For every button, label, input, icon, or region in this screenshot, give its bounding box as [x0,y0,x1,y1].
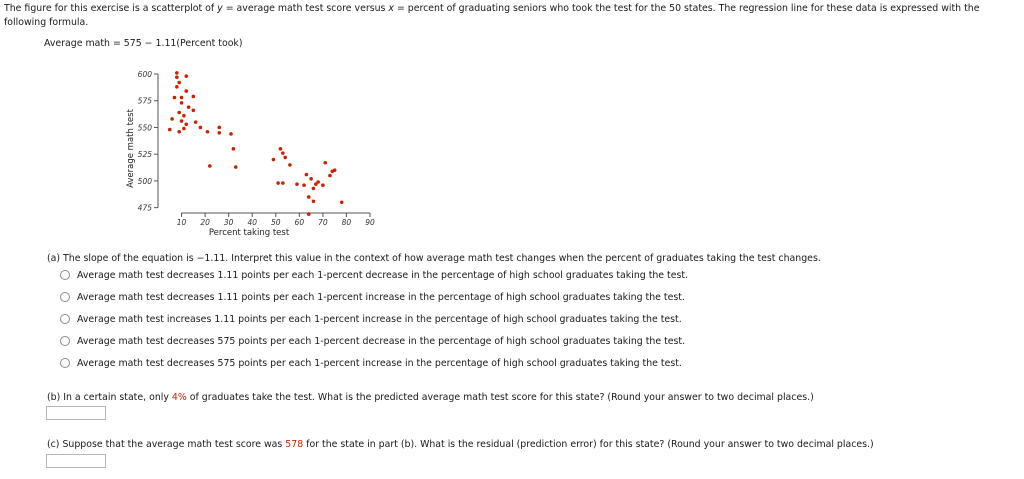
data-point [177,130,181,134]
data-point [170,117,174,121]
part-b-answer-input[interactable] [46,406,106,420]
data-point [182,114,186,118]
data-point [323,161,327,165]
data-point [206,130,210,134]
x-tick-label: 20 [200,218,210,227]
x-tick-label: 40 [247,218,257,227]
data-point [192,95,196,99]
y-tick-label: 550 [137,123,152,133]
option-2[interactable] [60,290,685,304]
x-tick-label: 30 [223,218,234,227]
option-2-radio[interactable] [60,292,70,302]
intro-part1: The figure for this exercise is a scatterplot of [4,3,218,14]
data-point [187,105,191,109]
data-point [234,165,238,169]
data-point [232,147,236,151]
x-tick-label: 10 [176,218,187,227]
option-2-label: Average math test decreases 1.11 points per each 1-percent increase in the percentage of high school graduates taking the test. [77,291,685,303]
y-variable: y [217,3,223,14]
option-3-label: Average math test increases 1.11 points per each 1-percent increase in the percentage of high school graduates taking the test. [77,313,682,325]
y-tick-label: 525 [137,150,152,160]
part-c-answer-input[interactable] [46,454,106,468]
data-point [182,127,186,131]
data-point [194,120,198,124]
x-tick-label: 50 [271,218,281,227]
part-b-text-1: (b) In a certain state, only [47,392,172,403]
x-tick-label: 90 [365,218,375,227]
data-point [168,128,172,132]
option-4-radio[interactable] [60,336,70,346]
data-point [175,75,179,79]
x-tick-label: 80 [341,218,352,227]
data-point [192,109,196,113]
part-c-question [47,439,874,450]
option-5-label: Average math test decreases 575 points per each 1-percent increase in the percentage of high school graduates taking the test. [77,357,682,369]
option-1[interactable] [60,268,688,282]
y-tick-label: 575 [137,96,152,106]
data-point [312,187,316,191]
data-point [217,131,221,135]
data-point [281,181,285,185]
part-b-question [47,392,814,403]
data-point [321,183,325,187]
data-point [199,126,203,130]
data-point [173,96,177,100]
data-point [175,71,179,75]
data-point [276,181,280,185]
data-point [180,119,184,123]
x-tick-label: 70 [318,218,328,227]
data-point [180,96,184,100]
part-b-text-2: of graduates take the test. What is the predicted average math test score for this state? (Round your answer to two decimal places.) [186,392,814,403]
data-point [328,174,332,178]
x-axis-label: Percent taking test [208,228,290,238]
data-point [305,173,309,177]
intro-text [4,2,1022,30]
data-point [340,201,344,205]
option-5[interactable] [60,356,682,370]
data-point [283,156,287,160]
data-point [279,147,283,151]
data-point [184,74,188,78]
option-1-radio[interactable] [60,270,70,280]
data-point [180,101,184,105]
data-point [333,168,337,172]
data-point [175,85,179,89]
data-point [184,89,188,93]
data-point [177,111,181,115]
data-point [307,195,311,199]
x-variable: x [388,3,394,14]
scatterplot [124,68,384,247]
data-point [302,183,306,187]
data-point [217,126,221,130]
data-point [288,163,292,167]
data-point [312,199,316,203]
y-tick-label: 475 [137,203,152,213]
data-point [307,212,311,216]
data-point [229,132,233,136]
part-c-score-value: 578 [285,439,304,450]
scatterplot-svg [124,68,384,244]
intro-part2: = average math test score versus [222,3,389,14]
data-point [295,182,299,186]
option-1-label: Average math test decreases 1.11 points per each 1-percent decrease in the percentage of high school graduates taking the test. [77,269,689,281]
data-point [309,177,313,181]
option-4-label: Average math test decreases 575 points per each 1-percent decrease in the percentage of high school graduates taking the test. [77,335,686,347]
y-tick-label: 500 [137,176,152,186]
part-a-question: (a) The slope of the equation is −1.11. Interpret this value in the context of how average math test changes when the percent of graduates taking the test changes. [47,253,821,264]
data-point [208,164,212,168]
y-ticks [138,70,158,213]
option-3-radio[interactable] [60,314,70,324]
option-3[interactable] [60,312,682,326]
data-point [316,180,320,184]
data-point [281,151,285,155]
part-c-text-2: for the state in part (b). What is the residual (prediction error) for this state? (Round your answer to two decimal places.) [303,439,874,450]
y-tick-label: 600 [137,70,152,79]
x-ticks [177,213,375,227]
part-c-text-1: (c) Suppose that the average math test score was [47,439,286,450]
part-b-percent-value: 4% [171,392,187,403]
y-axis-label: Average math test [126,109,136,188]
data-points [168,71,344,216]
data-point [272,158,276,162]
data-point [184,122,188,126]
x-tick-label: 60 [294,218,305,227]
option-4[interactable] [60,334,685,348]
data-point [177,81,181,85]
option-5-radio[interactable] [60,358,70,368]
regression-formula: Average math = 575 − 1.11(Percent took) [44,38,243,49]
intro-part3: = percent of graduating seniors who took the test for the 50 states. The regression line for these data is expressed with the following formula. [4,3,980,28]
